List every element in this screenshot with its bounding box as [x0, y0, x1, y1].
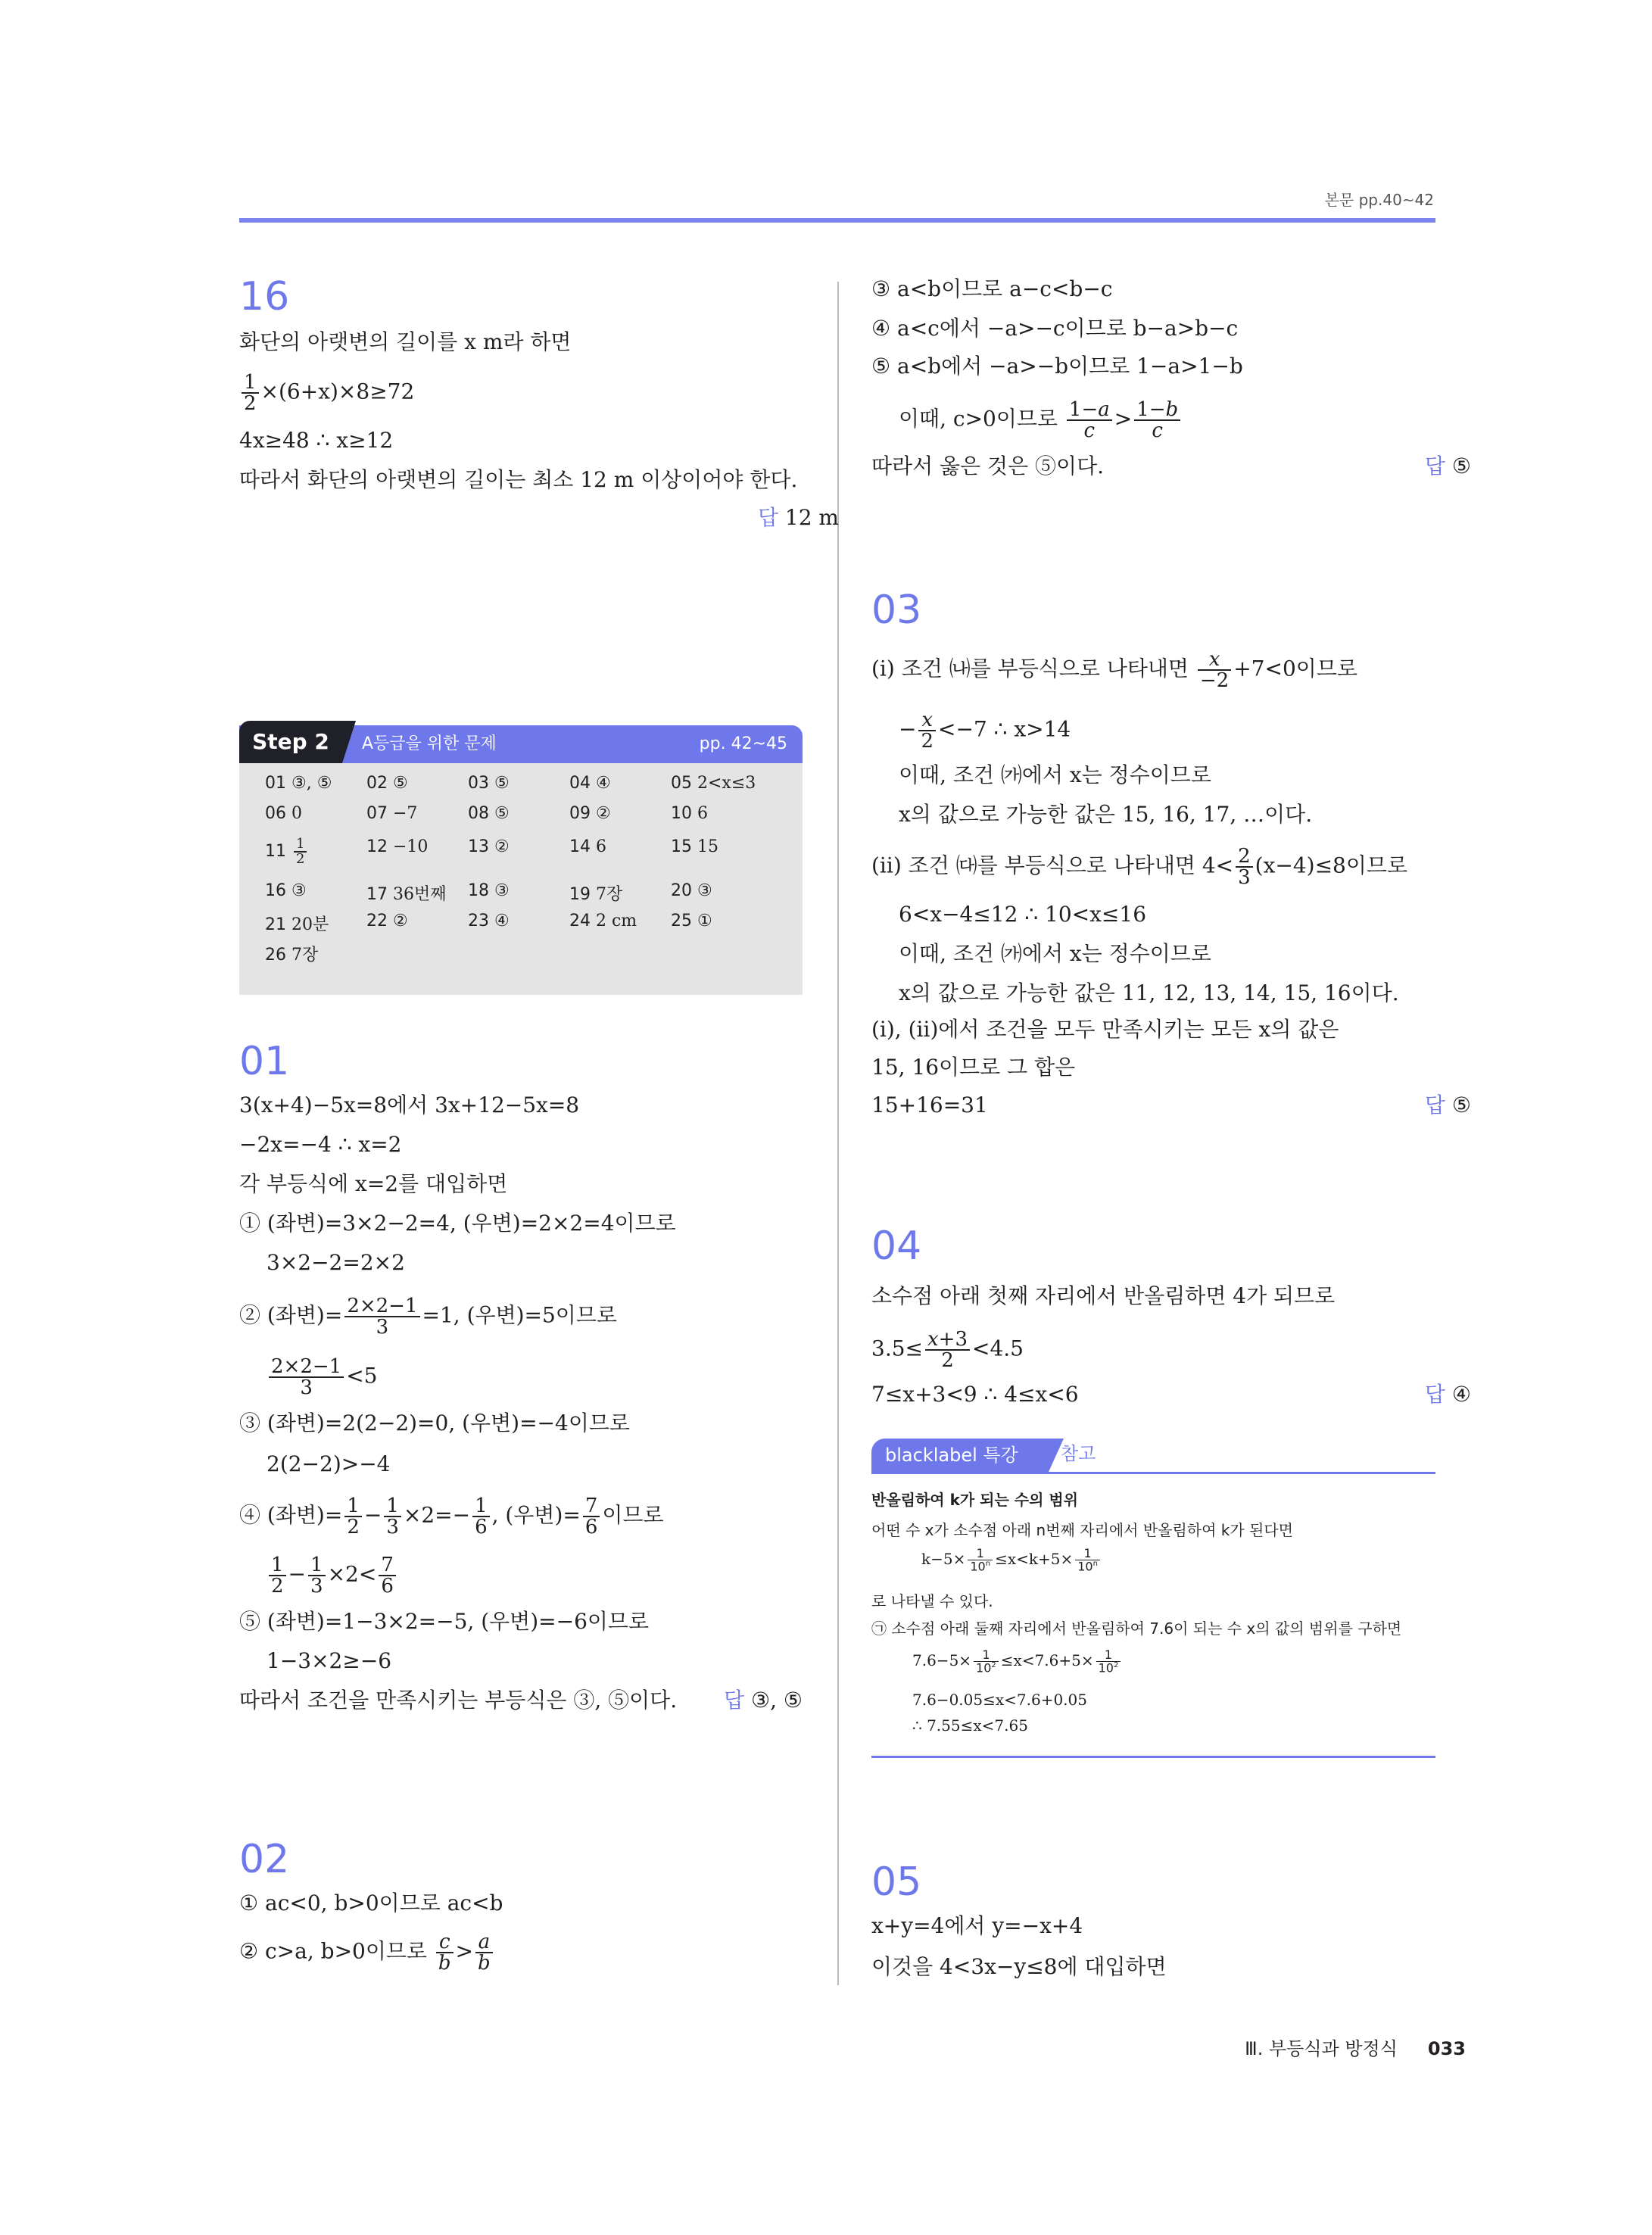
p16-line-2 — [239, 372, 414, 413]
step-header — [239, 721, 803, 763]
p04-line-3: 7≤x+3<9 ∴ 4≤x<6 — [871, 1382, 1079, 1407]
answer-item-number: 24 — [569, 912, 596, 930]
p02-line-5: ⑤ a<b에서 −a>−b이므로 1−a>1−b — [871, 354, 1243, 379]
p01-line-14: 따라서 조건을 만족시키는 부등식은 ③, ⑤이다. — [239, 1688, 678, 1713]
p16-line-2-text: ×(6+x)×8≥72 — [260, 379, 415, 404]
text: 이때, c>0이므로 — [899, 406, 1058, 432]
answer-item — [366, 912, 408, 930]
p02-line-2: ② c>a, b>0이므로 $\frac{c}{b}$ > $\frac{a}{b}$ — [239, 1932, 495, 1973]
answer-item-number: 09 — [569, 804, 596, 823]
blacklabel-formula-3: 7.6−0.05≤x<7.6+0.05 — [912, 1691, 1087, 1709]
step-title: A등급을 위한 문제 — [362, 734, 497, 753]
answer-item-value: 7장 — [291, 946, 319, 965]
answer-item — [366, 837, 428, 856]
answer-item-value: −7 — [393, 804, 418, 823]
text: 7.6−5× — [912, 1651, 972, 1670]
p01-line-7: $\frac{2\times 2-1}{3}$ <5 — [267, 1357, 377, 1398]
text: > — [455, 1938, 474, 1964]
step-pages: pp. 42~45 — [699, 734, 787, 753]
p01-line-11: $\frac{1}{2}$ − $\frac{1}{3}$ ×2< $\frac{7}{6}$ — [267, 1555, 398, 1596]
answer-item-number: 19 — [569, 885, 596, 904]
blacklabel-bottom-rule — [871, 1756, 1435, 1758]
answer-item — [671, 837, 718, 856]
text: ≤x<7.6+5× — [1000, 1651, 1094, 1670]
answer-item-number: 05 — [671, 774, 697, 793]
answer-value: 12 m — [784, 505, 839, 530]
blacklabel-example: ㉠ 소수점 아래 둘째 자리에서 반올림하여 7.6이 되는 수 x의 값의 범위를 구하면 — [871, 1619, 1402, 1638]
answer-item — [468, 837, 510, 856]
p03-line-5: (ⅱ) 조건 ㈐를 부등식으로 나타내면 4< $\frac{2}{3}$ (x−4)≤8이므로 — [871, 845, 1408, 889]
answer-item — [265, 837, 309, 866]
answer-item-number: 15 — [671, 837, 697, 856]
blacklabel-formula-2: 7.6−5× $\frac{1}{10^2}$ ≤x<7.6+5× $\frac{1}{10^2}$ — [912, 1649, 1123, 1674]
text: (ⅰ) 조건 ㈏를 부등식으로 나타내면 — [871, 656, 1189, 681]
p01-line-3: 각 부등식에 x=2를 대입하면 — [239, 1171, 508, 1196]
chapter-title: Ⅲ. 부등식과 방정식 — [1245, 2038, 1398, 2059]
p03-line-8: x의 값으로 가능한 값은 11, 12, 13, 14, 15, 16이다. — [899, 980, 1399, 1005]
answer-item — [468, 881, 510, 900]
p16-line-3: 4x≥48 ∴ x≥12 — [239, 428, 394, 453]
answer-item-value: 2<x≤3 — [697, 774, 756, 793]
p04-line-1: 소수점 아래 첫째 자리에서 반올림하면 4가 되므로 — [871, 1283, 1336, 1308]
answer-item-number: 16 — [265, 881, 291, 900]
answer-item-value: 6 — [596, 837, 606, 856]
answer-item-value: ③ — [697, 881, 712, 900]
fraction: $\frac{1}{2}$ — [242, 372, 259, 413]
p01-line-4: ① (좌변)=3×2−2=4, (우변)=2×2=4이므로 — [239, 1211, 676, 1236]
problem-number-16: 16 — [239, 274, 290, 320]
text: +7<0이므로 — [1233, 656, 1357, 681]
p01-line-6: ② (좌변)= $\frac{2\times 2-1}{3}$ =1, (우변)=5이므로 — [239, 1295, 617, 1339]
p04-answer — [1425, 1379, 1471, 1410]
text: (x−4)≤8이므로 — [1255, 853, 1408, 878]
p02-line-1: ① ac<0, b>0이므로 ac<b — [239, 1891, 503, 1915]
answer-label: 답 — [724, 1688, 745, 1713]
p03-answer — [1425, 1090, 1471, 1121]
answer-item — [265, 804, 302, 823]
answer-item-number: 26 — [265, 946, 291, 965]
answer-item — [671, 881, 712, 900]
text: ×2< — [327, 1561, 377, 1587]
p02-line-3: ③ a<b이므로 a−c<b−c — [871, 276, 1113, 301]
answer-item-value: ④ — [596, 774, 611, 793]
blacklabel-tab: blacklabel 특강 — [871, 1439, 1049, 1472]
answer-item-number: 25 — [671, 912, 697, 930]
answer-item-number: 17 — [366, 885, 393, 904]
answer-item — [569, 804, 611, 823]
answer-item-number: 01 — [265, 774, 291, 793]
p01-line-1: 3(x+4)−5x=8에서 3x+12−5x=8 — [239, 1093, 580, 1118]
text: <−7 ∴ x>14 — [938, 716, 1071, 742]
answer-item-number: 12 — [366, 837, 393, 856]
answer-item-number: 20 — [671, 881, 697, 900]
answer-item-number: 08 — [468, 804, 494, 823]
column-divider — [837, 282, 839, 1985]
answer-item-value: ⑤ — [393, 774, 408, 793]
page-number: 033 — [1427, 2038, 1466, 2059]
p01-line-5: 3×2−2=2×2 — [267, 1250, 405, 1275]
answer-item-value: ② — [393, 912, 408, 930]
text: 3.5≤ — [871, 1336, 923, 1361]
p16-answer — [758, 503, 839, 533]
blacklabel-text-2: 로 나타낼 수 있다. — [871, 1592, 993, 1610]
blacklabel-text-1: 어떤 수 x가 소수점 아래 n번째 자리에서 반올림하여 k가 된다면 — [871, 1521, 1293, 1539]
answer-item-number: 13 — [468, 837, 494, 856]
answer-item — [366, 804, 417, 823]
step2-answer-box — [239, 721, 803, 995]
p03-line-7: 이때, 조건 ㈎에서 x는 정수이므로 — [899, 941, 1211, 966]
answer-item-number: 21 — [265, 915, 291, 934]
answer-item-number: 07 — [366, 804, 393, 823]
answer-item — [468, 774, 510, 793]
answer-item-value: 20분 — [291, 915, 329, 934]
answer-item — [569, 837, 606, 856]
answer-item — [671, 774, 756, 793]
p16-line-4: 따라서 화단의 아랫변의 길이는 최소 12 m 이상이어야 한다. — [239, 467, 798, 492]
answer-item — [468, 912, 510, 930]
answer-item-value: $\frac{1}{2}$ — [291, 842, 309, 861]
p01-answer — [724, 1685, 803, 1716]
p03-line-3: 이때, 조건 ㈎에서 x는 정수이므로 — [899, 762, 1211, 787]
blacklabel-formula-1: k−5× $\frac{1}{10^n}$ ≤x<k+5× $\frac{1}{10^n}$ — [921, 1548, 1102, 1573]
answer-item-number: 03 — [468, 774, 494, 793]
problem-number-05: 05 — [871, 1859, 922, 1905]
answer-item-value: 6 — [697, 804, 708, 823]
problem-number-03: 03 — [871, 588, 922, 633]
text: ② c>a, b>0이므로 — [239, 1938, 427, 1964]
p03-line-11: 15+16=31 — [871, 1093, 988, 1118]
p02-line-7: 따라서 옳은 것은 ⑤이다. — [871, 454, 1105, 478]
page-footer — [1245, 2034, 1466, 2060]
answer-item-value: ⑤ — [494, 804, 510, 823]
blacklabel-note-box — [871, 1439, 1435, 1758]
problem-number-02: 02 — [239, 1837, 290, 1882]
p01-line-2: −2x=−4 ∴ x=2 — [239, 1132, 402, 1157]
p01-line-10: ④ (좌변)= $\frac{1}{2}$ − $\frac{1}{3}$ ×2=− $\frac{1}{6}$ , (우변)= $\frac{7}{6}$ 이므로 — [239, 1495, 664, 1538]
text: k−5× — [921, 1550, 966, 1569]
answer-item-number: 04 — [569, 774, 596, 793]
p01-line-12: ⑤ (좌변)=1−3×2=−5, (우변)=−6이므로 — [239, 1609, 650, 1634]
answer-item — [265, 774, 332, 793]
p02-line-6: 이때, c>0이므로 $\frac{1-a}{c}$ > $\frac{1-b}{c}$ — [899, 400, 1183, 441]
text: ② (좌변)= — [239, 1302, 343, 1328]
text: (ⅱ) 조건 ㈐를 부등식으로 나타내면 4< — [871, 853, 1234, 878]
answer-item-number: 06 — [265, 804, 291, 823]
answer-item-value: ③ — [494, 881, 510, 900]
text: > — [1114, 406, 1133, 432]
p02-answer — [1425, 451, 1471, 482]
answer-item-number: 10 — [671, 804, 697, 823]
text: ④ (좌변)= — [239, 1502, 343, 1528]
answer-item — [569, 881, 622, 905]
answer-label: 답 — [1424, 1093, 1445, 1118]
text: <4.5 — [972, 1336, 1024, 1361]
answer-item — [671, 804, 708, 823]
p03-line-2: − $\frac{x}{2}$ <−7 ∴ x>14 — [899, 709, 1071, 753]
answer-label: 답 — [1424, 1382, 1445, 1407]
answer-value: ⑤ — [1451, 454, 1471, 478]
answer-value: ④ — [1451, 1382, 1471, 1407]
answer-item-value: 0 — [291, 804, 302, 823]
p05-line-2: 이것을 4<3x−y≤8에 대입하면 — [871, 1954, 1167, 1979]
answer-item-value: ③, ⑤ — [291, 774, 332, 793]
p01-line-9: 2(2−2)>−4 — [267, 1451, 391, 1476]
answer-item-value: −10 — [393, 837, 429, 856]
answer-item-value: 36번째 — [393, 885, 447, 904]
answer-item-value: ① — [697, 912, 712, 930]
answer-item-value: 15 — [697, 837, 718, 856]
answer-item-value: ⑤ — [494, 774, 510, 793]
text: , (우변)= — [491, 1502, 581, 1528]
answer-item-number: 11 — [265, 842, 291, 861]
p05-line-1: x+y=4에서 y=−x+4 — [871, 1913, 1083, 1938]
answer-item-number: 22 — [366, 912, 393, 930]
answer-item — [671, 912, 712, 930]
answer-item-value: ③ — [291, 881, 307, 900]
answer-label: 답 — [1424, 454, 1445, 478]
answer-item — [569, 912, 637, 930]
answer-value: ⑤ — [1451, 1093, 1471, 1118]
answer-item — [569, 774, 611, 793]
p04-line-2: 3.5≤ $\frac{x+3}{2}$ <4.5 — [871, 1328, 1024, 1372]
blacklabel-heading: 반올림하여 k가 되는 수의 범위 — [871, 1491, 1078, 1509]
answer-item-value: ② — [596, 804, 611, 823]
answer-item — [366, 774, 408, 793]
answer-item-number: 23 — [468, 912, 494, 930]
page-reference: 본문 pp.40~42 — [1324, 191, 1434, 209]
blacklabel-top-rule — [871, 1472, 1435, 1474]
answer-item-value: 7장 — [596, 885, 623, 904]
answer-item-value: ② — [494, 837, 510, 856]
text: ≤x<k+5× — [995, 1550, 1074, 1569]
p01-line-8: ③ (좌변)=2(2−2)=0, (우변)=−4이므로 — [239, 1411, 630, 1435]
p01-line-13: 1−3×2≥−6 — [267, 1648, 392, 1673]
text: ×2=− — [403, 1502, 471, 1528]
answer-item — [366, 881, 447, 905]
blacklabel-note-label: 참고 — [1061, 1443, 1096, 1464]
text: <5 — [346, 1363, 378, 1389]
answer-item-number: 18 — [468, 881, 494, 900]
p02-line-4: ④ a<c에서 −a>−c이므로 b−a>b−c — [871, 316, 1239, 341]
problem-number-01: 01 — [239, 1039, 290, 1084]
p03-line-4: x의 값으로 가능한 값은 15, 16, 17, …이다. — [899, 802, 1313, 827]
p03-line-9: (ⅰ), (ⅱ)에서 조건을 모두 만족시키는 모든 x의 값은 — [871, 1017, 1339, 1042]
answer-item — [265, 881, 307, 900]
header-rule — [239, 218, 1435, 223]
answer-item — [468, 804, 510, 823]
answer-label: 답 — [757, 505, 778, 530]
text: 이므로 — [602, 1502, 664, 1528]
answer-item — [265, 942, 318, 965]
step-tag: Step 2 — [239, 721, 342, 763]
p03-line-6: 6<x−4≤12 ∴ 10<x≤16 — [899, 902, 1147, 927]
p03-line-1: (ⅰ) 조건 ㈏를 부등식으로 나타내면 $\frac{x}{-2}$ +7<0이므로 — [871, 648, 1357, 692]
answer-item-number: 14 — [569, 837, 596, 856]
problem-number-04: 04 — [871, 1223, 922, 1269]
answer-item-number: 02 — [366, 774, 393, 793]
text: =1, (우변)=5이므로 — [422, 1302, 617, 1328]
blacklabel-formula-4: ∴ 7.55≤x<7.65 — [912, 1716, 1028, 1735]
answer-value: ③, ⑤ — [750, 1688, 803, 1713]
p03-line-10: 15, 16이므로 그 합은 — [871, 1055, 1076, 1080]
answer-item — [265, 912, 329, 935]
answer-grid — [239, 763, 803, 995]
answer-item-value: ④ — [494, 912, 510, 930]
text: − — [899, 716, 917, 742]
p16-line-1: 화단의 아랫변의 길이를 x m라 하면 — [239, 329, 572, 354]
answer-item-value: 2 cm — [596, 912, 637, 930]
